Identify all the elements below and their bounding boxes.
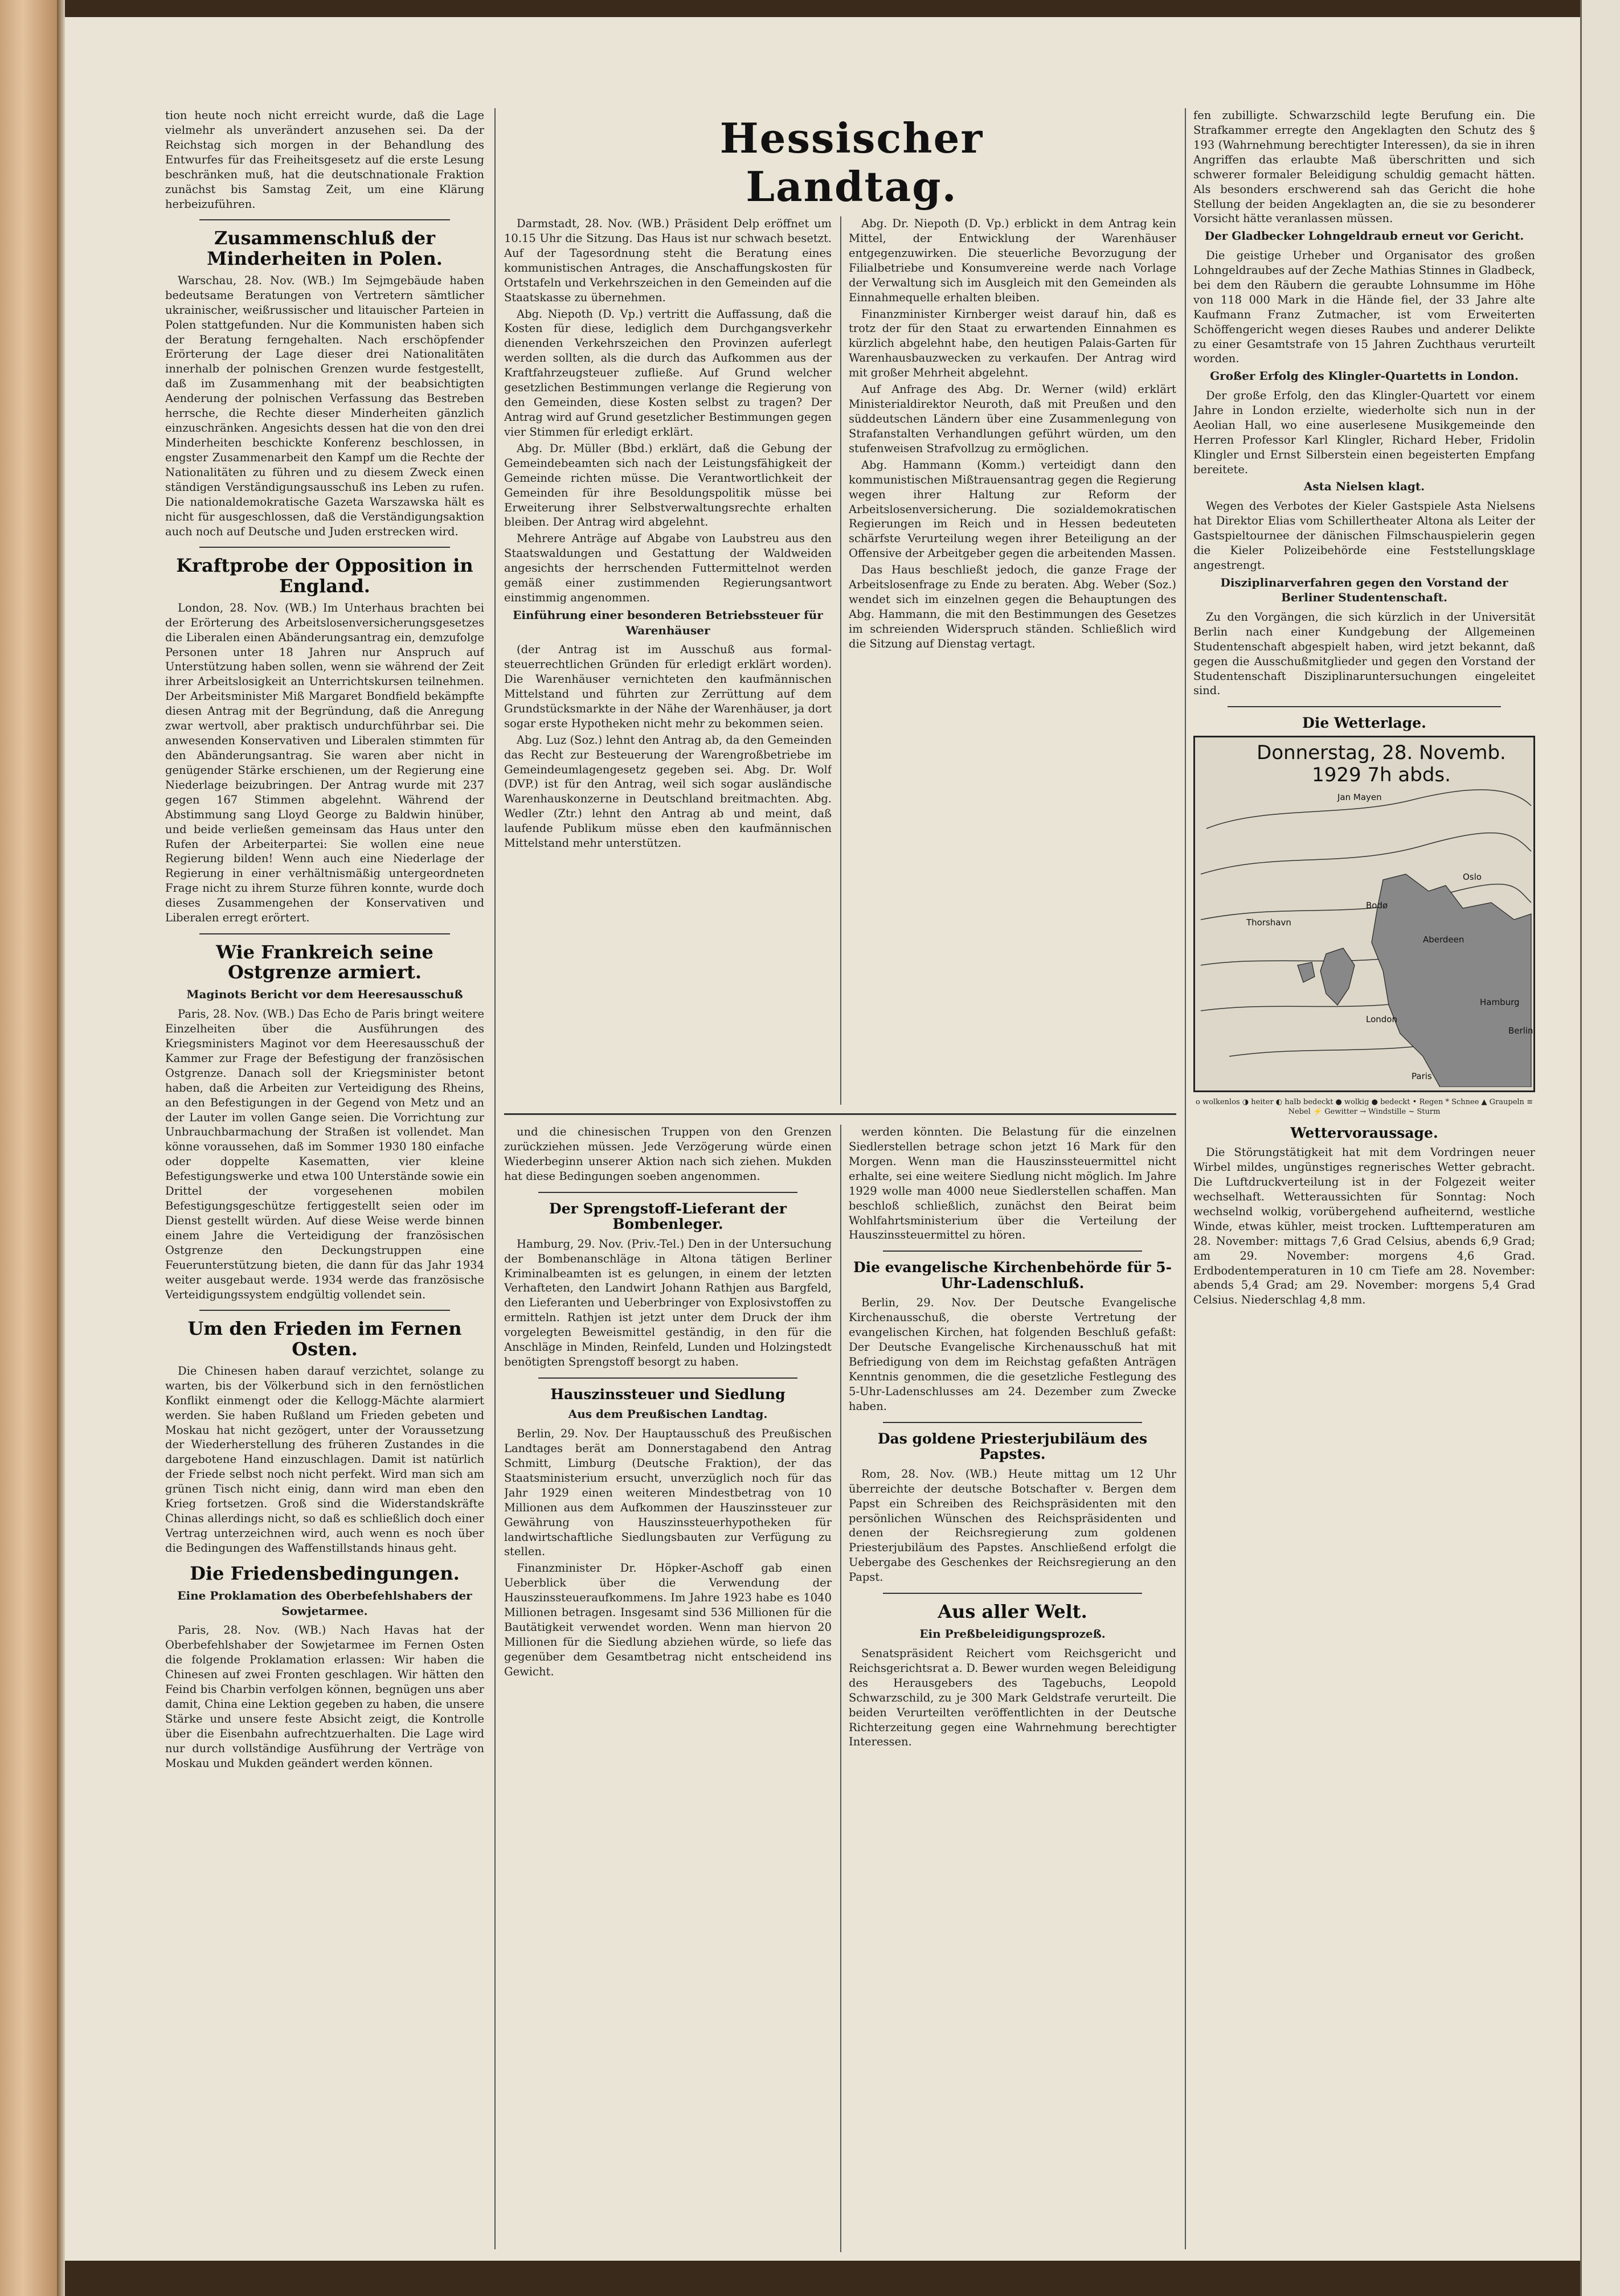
section-divider [504, 1113, 1176, 1115]
column-3-upper [849, 216, 1176, 1105]
article-paragraph: Hamburg, 29. Nov. (Priv.-Tel.) Den in der Untersuchung der Bombenanschläge in Altona tätigen Berliner Kriminalbeamten ist es gelungen, in einem der letzten Verhafteten, den Landwirt Johann Rathjen aus Bargfeld, den Lieferanten und Ueberbringer von Explosivstoffen zu ermitteln. Rathjen ist jetzt unter dem Druck der ihm vorgelegten Beweismittel geständig, in den für die Anschläge in Minden, Reinfeld, Lunden und Holzingstedt benötigten Sprengstoff besorgt zu haben. [504, 1237, 832, 1369]
article-paragraph: fen zubilligte. Schwarzschild legte Berufung ein. Die Strafkammer erregte den Angeklagten den Schutz des § 193 (Wahrnehmung berechtigter Interessen), da sie in ihren Angriffen das erlaubte Maß überschritten und sich schwerer formaler Beleidigung schuldig gemacht hätten. Als besonders erschwerend sah das Gericht die hohe Stellung der beiden Angeklagten an, die sie zu besonderer Vorsicht hätte veranlassen müssen. [1193, 109, 1535, 226]
column-rule [494, 108, 496, 2249]
article-paragraph: Abg. Dr. Niepoth (D. Vp.) erblickt in dem Antrag kein Mittel, der Entwicklung der Warenhäuser entgegenzuwirken. Die steuerliche Bevorzugung der Filialbetriebe und Konsumvereine werde nach Vorlage der Verwaltung sich im Ausgleich mit den Gemeinden als Einnahmequelle erhalten bleiben. [849, 217, 1176, 304]
column-rule [840, 1125, 841, 2252]
subheadline: Asta Nielsen klagt. [1303, 479, 1425, 494]
column-2-lower [504, 1125, 832, 2252]
headline-pope: Das goldene Priesterjubiläum des Papstes. [877, 1430, 1148, 1463]
article-paragraph: Das Haus beschließt jedoch, die ganze Frage der Arbeitslosenfrage zu Ende zu beraten. Abg. Weber (Soz.) wendet sich im einzelnen gegen die Behauptungen des Abg. Hammann, die mit den Bestimmungen des Gesetzes im schreienden Widerspruch ständen. Schließlich wird die Sitzung auf Dienstag vertagt. [849, 563, 1176, 650]
map-place-label: Paris [1412, 1071, 1432, 1081]
subheadline: Disziplinarverfahren gegen den Vorstand der Berliner Studentenschaft. [1220, 575, 1508, 605]
subheadline: Ein Preßbeleidigungsprozeß. [919, 1627, 1106, 1641]
article-paragraph: Paris, 28. Nov. (WB.) Das Echo de Paris bringt weitere Einzelheiten über die Ausführungen des Kriegsministers Maginot vor dem Heeresausschuß der Kammer zur Frage der Befestigung der französischen Ostgrenze. Danach soll der Kriegsminister betont haben, daß die Arbeiten zur Verteidigung des Rheins, an den Befestigungen in der Gegend von Metz und an der Lauter im vollen Gange seien. Die Vorrichtung zur Unbrauchbarmachung der Straßen ist vollendet. Man könne voraussehen, daß im Sommer 1930 180 einfache oder doppelte Kasematten, vier kleine Befestigungswerke und etwa 100 Unterstände sowie ein Drittel der vorgesehenen mobilen Befestigungsgeschütze fertiggestellt seien oder im Dienst gestellt würden. Auf diese Weise werde binnen einem Jahre die Verteidigung der französischen Ostgrenze den Deckungstruppen eine Feuerunterstützung bieten, die dann für das Jahr 1934 weiter ausgebaut werde. 1934 werde das französische Verteidigungssystem endgültig vollendet sein. [165, 1007, 484, 1301]
article-paragraph: werden könnten. Die Belastung für die einzelnen Siedlerstellen betrage schon jetzt 16 Mark für den Morgen. Wenn man die Hauszinssteuermittel nicht erhalte, sei eine weitere Siedlung nicht möglich. Im Jahre 1929 wolle man 4000 neue Siedlerstellen schaffen. Man beschloß schließlich, zunächst den Beirat beim Wohlfahrtsministerium über die Verteilung der Hauszinssteuermittel zu hören. [849, 1125, 1176, 1242]
column-rule [840, 216, 841, 1105]
divider [199, 547, 450, 548]
article-paragraph: (der Antrag ist im Ausschuß aus formal-steuerrechtlichen Gründen für erledigt erklärt worden). Die Warenhäuser vernichteten den kaufmännischen Mittelstand und führten zur Zerrüttung auf dem Grundstücksmarkte in der Nähe der Warenhäuser, ja dort sogar erste Hypotheken nicht mehr zu bekommen seien. [504, 643, 832, 730]
weather-legend: o wolkenlos ◑ heiter ◐ halb bedeckt ● wolkig ● bedeckt • Regen * Schnee ▲ Graupeln ≡ Nebel ⚡ Gewitter → Windstille ~ Sturm [1196, 1097, 1533, 1116]
article-paragraph: London, 28. Nov. (WB.) Im Unterhaus brachten bei der Erörterung des Arbeitslosenversicherungsgesetzes die Liberalen einen Abänderungsantrag ein, demzufolge Personen unter 18 Jahren nur Anspruch auf Unterstützung haben sollen, wenn sie während der Zeit ihrer Arbeitslosigkeit an Unterrichtskursen teilnehmen. Der Arbeitsminister Miß Margaret Bondfield bekämpfte diesen Antrag mit der Begründung, daß die Anregung zwar wertvoll, aber praktisch undurchführbar sei. Die anwesenden Konservativen und Liberalen stimmten für den Abänderungsantrag. Sie waren aber nicht in genügender Stärke erschienen, um der Regierung eine Niederlage beizubringen. Der Antrag wurde mit 237 gegen 167 Stimmen abgelehnt. Während der Abstimmung sang Lloyd George zu Baldwin hinüber, und beide verließen gemeinsam das Haus unter den Rufen der Arbeiterpartei: Sie wollen eine neue Regierung bilden! Wenn auch eine Niederlage der Regierung in einer verhältnismäßig untergeordneten Frage nicht zu ihrem Sturze führen konnte, wurde doch dieses Zusammengehen der Konservativen und Liberalen erregt erörtert. [165, 601, 484, 925]
map-place-label: Berlin [1508, 1025, 1533, 1036]
article-paragraph: Auf Anfrage des Abg. Dr. Werner (wild) erklärt Ministerialdirektor Neuroth, daß mit Preußen und den süddeutschen Ländern über eine Zusammenlegung von Strafanstalten Verhandlungen geführt würden, um den stufenweisen Strafvollzug zu ermöglichen. [849, 383, 1176, 455]
map-place-label: Jan Mayen [1337, 792, 1382, 802]
book-binding [0, 0, 57, 2296]
headline-england: Kraftprobe der Opposition in England. [176, 555, 473, 597]
column-2-upper [504, 216, 832, 1105]
subheadline: Großer Erfolg des Klingler-Quartetts in London. [1210, 369, 1519, 383]
article-paragraph: Die geistige Urheber und Organisator des großen Lohngeldraubes auf der Zeche Mathias Stinnes in Gladbeck, bei dem den Räubern die geraubte Lohnsumme im Höhe von 118 000 Mark in die Hände fiel, der 33 Jahre alte Kaufmann Franz Zutmacher, ist vom Erweiterten Schöffengericht wegen dieses Raubes und anderer Delikte zu einer Gesamtstrafe von 15 Jahren Zuchthaus verurteilt worden. [1193, 248, 1535, 366]
article-paragraph: Der große Erfolg, den das Klingler-Quartett vor einem Jahre in London erzielte, wiederholte sich nun in der Aeolian Hall, wo eine auserlesene Musikgemeinde den Herren Professor Karl Klingler, Richard Heber, Fridolin Klingler und Ernst Silberstein einen begeisterten Empfang bereitete. [1193, 388, 1535, 476]
headline-far-east: Um den Frieden im Fernen Osten. [187, 1318, 462, 1360]
headline-weather: Die Wetterlage. [1302, 715, 1426, 732]
headline-world: Aus aller Welt. [938, 1601, 1087, 1623]
headline-church: Die evangelische Kirchenbehörde für 5-Uhr-Ladenschluß. [853, 1259, 1172, 1292]
divider [199, 1310, 450, 1311]
article-paragraph: Abg. Niepoth (D. Vp.) vertritt die Auffassung, daß die Kosten für diese, lediglich dem Durchgangsverkehr dienenden Verkehrszeichen den Provinzen auferlegt werden sollten, als die durch das Aufkommen aus der Kraftfahrzeugsteuer zufließe. Auf Grund welcher gesetzlichen Bestimmungen verlange die Regierung von den Gemeinden, diese Kosten selbst zu tragen? Der Antrag wird auf Grund gesetzlicher Bestimmungen gegen vier Stimmen für erledigt erklärt. [504, 307, 832, 438]
article-paragraph: Paris, 28. Nov. (WB.) Nach Havas hat der Oberbefehlshaber der Sowjetarmee im Fernen Osten die folgende Proklamation erlassen: Wir haben die Chinesen auf zwei Fronten geschlagen. Wir hätten den Feind bis Charbin verfolgen können, begnügen uns aber damit, China eine Lektion gegeben zu haben, die unsere Stärke und unsere feste Absicht zeigt, die Kontrolle über die Eisenbahn aufrechtzuerhalten. Die Lage wird nur durch vollständige Ausführung der Verträge von Moskau und Mukden geändert werden können. [165, 1623, 484, 1770]
divider [199, 933, 450, 934]
subheadline: Maginots Bericht vor dem Heeresausschuß [186, 987, 463, 1002]
weather-map-graphic [1195, 737, 1533, 1087]
headline-france: Wie Frankreich seine Ostgrenze armiert. [216, 941, 433, 983]
page-edge [57, 0, 65, 2296]
weather-map [1193, 736, 1535, 1092]
headline-housing-tax: Hauszinssteuer und Siedlung [550, 1385, 786, 1403]
article-paragraph: Die Chinesen haben darauf verzichtet, solange zu warten, bis der Völkerbund sich in den fernöstlichen Konflikt einmengt oder die Kellogg-Mächte alarmiert werden. Sie haben Rußland um Frieden gebeten und Moskau hat nicht gezögert, unter der Voraussetzung der Wiederherstellung des früheren Zustandes in die dargebotene Hand einzuschlagen. Damit ist natürlich der Friede selbst noch nicht perfekt. Wird man sich am grünen Tisch nicht einig, dann wird man eben den Krieg fortsetzen. Groß sind die Widerstandskräfte Chinas allerdings nicht, so daß es schließlich doch einer Vertrag unterzeichnen wird, auch wenn es noch über die Bedingungen des Waffenstillstands hinaus geht. [165, 1364, 484, 1555]
article-paragraph: Zu den Vorgängen, die sich kürzlich in der Universität Berlin nach einer Kundgebung der Allgemeinen Studentenschaft abgespielt haben, wird jetzt bekannt, daß gegen die Ausschußmitglieder und gegen den Vorstand der Studentenschaft Disziplinaruntersuchungen eingeleitet sind. [1193, 610, 1535, 698]
article-paragraph: Berlin, 29. Nov. Der Deutsche Evangelische Kirchenausschuß, die oberste Vertretung der evangelischen Kirchen, hat folgenden Beschluß gefaßt: Der Deutsche Evangelische Kirchenausschuß hat mit Befriedigung von dem im Reichstag gefaßten Anträgen Kenntnis genommen, die die gesetzliche Festlegung des 5-Uhr-Ladenschlusses am 24. Dezember zum Zwecke haben. [849, 1296, 1176, 1413]
subheadline: Einführung einer besonderen Betriebssteuer für Warenhäuser [513, 608, 823, 637]
article-paragraph: und die chinesischen Truppen von den Grenzen zurückziehen müssen. Jede Verzögerung würde einen Wiederbeginn unserer Aktion nach sich ziehen. Mukden hat diese Bedingungen soeben angenommen. [504, 1125, 832, 1183]
map-place-label: Thorshavn [1246, 917, 1291, 928]
divider [538, 1192, 797, 1193]
weather-map-title: Donnerstag, 28. Novemb. 1929 7h abds. [1257, 741, 1506, 786]
column-4 [1193, 108, 1535, 2249]
subheadline: Der Gladbecker Lohngeldraub erneut vor Gericht. [1204, 229, 1524, 243]
headline-peace-terms: Die Friedensbedingungen. [190, 1562, 460, 1584]
article-paragraph: Abg. Luz (Soz.) lehnt den Antrag ab, da den Gemeinden das Recht zur Besteuerung der Warengroßbetriebe im Gemeindeumlagengesetz gegeben sei. Abg. Dr. Wolf (DVP.) ist für den Antrag, weil sich sogar ausländische Warenhauskonzerne in Deutschland breitmachten. Abg. Wedler (Ztr.) lehnt den Antrag ab und meint, daß laufende Publikum müsse eben den kaufmännischen Mittelstand mehr unterstützen. [504, 733, 832, 850]
divider [199, 219, 450, 220]
article-paragraph: Abg. Dr. Müller (Bbd.) erklärt, daß die Gebung der Gemeindebeamten sich nach der Leistungsfähigkeit der Gemeinde richten müsse. Die Verantwortlichkeit der Gemeinden für ihre Besoldungspolitik müsse bei Erweiterung ihrer Selbstverwaltungsrechte erhalten bleiben. Der Antrag wird abgelehnt. [504, 441, 832, 529]
column-rule [1185, 108, 1186, 2249]
article-paragraph: Berlin, 29. Nov. Der Hauptausschuß des Preußischen Landtages berät am Donnerstagabend den Antrag Schmitt, Limburg (Deutsche Fraktion), der das Staatsministerium ersucht, unverzüglich noch für das Jahr 1929 einen weiteren Mindestbetrag von 10 Millionen aus dem Aufkommen der Hauszinssteuer zur Gewährung von Hauszinssteuerhypotheken für landwirtschaftliche Siedlungsbauten zur Verfügung zu stellen. [504, 1427, 832, 1559]
subheadline: Eine Proklamation des Oberbefehlshabers der Sowjetarmee. [177, 1589, 472, 1618]
article-paragraph: Mehrere Anträge auf Abgabe von Laubstreu aus den Staatswaldungen und Gestattung der Waldweiden angesichts der herrschenden Futtermittelnot werden gemäß einer zustimmenden Regierungsantwort einstimmig angenommen. [504, 532, 832, 605]
column-1 [165, 108, 484, 2249]
headline-minorities: Zusammenschluß der Minderheiten in Polen. [207, 227, 443, 269]
map-place-label: Oslo [1463, 871, 1482, 882]
article-paragraph: Senatspräsident Reichert vom Reichsgericht und Reichsgerichtsrat a. D. Bewer wurden wegen Beleidigung des Herausgebers des Tagebuchs, Leopold Schwarzschild, zu je 300 Mark Geldstrafe verurteilt. Die beiden Verurteilten veröffentlichten in der Deutsche Richterzeitung gegen eine Wahrnehmung berechtigter Interessen. [849, 1646, 1176, 1749]
subheadline: Aus dem Preußischen Landtag. [568, 1407, 768, 1421]
article-paragraph: Wegen des Verbotes der Kieler Gastspiele Asta Nielsens hat Direktor Elias vom Schillertheater Altona als Leiter der Gastspieltournee der dänischen Filmschauspielerin gegen die Kieler Polizeibehörde eine Feststellungsklage angestrengt. [1193, 499, 1535, 572]
divider [1228, 706, 1501, 707]
divider [883, 1593, 1142, 1594]
article-paragraph: Finanzminister Dr. Höpker-Aschoff gab einen Ueberblick über die Verwendung der Hauszinssteueraufkommens. Im Jahre 1923 habe es 1040 Millionen betragen. Insgesamt sind 536 Millionen für die Bautätigkeit verwendet worden. Wenn man hiervon 20 Millionen für die Siedlung abziehen würde, so liefe das gegenüber dem Gesamtbetrag nicht entscheidend ins Gewicht. [504, 1561, 832, 1678]
article-paragraph: Rom, 28. Nov. (WB.) Heute mittag um 12 Uhr überreichte der deutsche Botschafter v. Bergen dem Papst ein Schreiben des Reichspräsidenten mit den persönlichen Wünschen des Reichspräsidenten und denen der Reichsregierung zum goldenen Priesterjubiläum des Papstes. Anschließend erfolgt die Uebergabe des Geschenkes der Reichsregierung an den Papst. [849, 1467, 1176, 1584]
masthead-title: Hessischer Landtag. [719, 114, 984, 211]
divider [883, 1422, 1142, 1423]
map-place-label: Aberdeen [1423, 934, 1464, 945]
article-paragraph: Finanzminister Kirnberger weist darauf hin, daß es trotz der für den Staat zu erwartenden Einnahmen es kürzlich abgelehnt habe, den heutigen Palais-Garten für Warenhausbauzwecken zu verkaufen. Der Antrag wird mit großer Mehrheit abgelehnt. [849, 307, 1176, 380]
divider [883, 1250, 1142, 1252]
map-place-label: London [1366, 1014, 1397, 1024]
map-place-label: Bodø [1366, 900, 1388, 911]
article-paragraph: Warschau, 28. Nov. (WB.) Im Sejmgebäude haben bedeutsame Beratungen von Vertretern sämtlicher ukrainischer, weißrussischer und litauischer Parteien in Polen stattgefunden. Nur die Kommunisten haben sich der Beratung ferngehalten. Nach erschöpfender Erörterung der Lage dieser drei Nationalitäten innerhalb der polnischen Grenzen wurde festgestellt, daß im Zusammenhang mit der beabsichtigten Aenderung der polnischen Verfassung das Bestreben herrsche, die Rechte dieser Minderheiten gänzlich einzuschränken. Angesichts dessen hat die von den drei Minderheiten beschickte Konferenz beschlossen, in engster Zusammenarbeit den Kampf um die Rechte der Nationalitäten zu führen und zu diesem Zweck einen ständigen Verständigungsausschuß ins Leben zu rufen. Die nationaldemokratische Gazeta Warszawska hält es nicht für ausgeschlossen, daß die Verständigungsaktion auch noch auf Deutsche und Juden erstrecken wird. [165, 273, 484, 538]
headline-explosives: Der Sprengstoff-Lieferant der Bombenleger. [549, 1200, 787, 1233]
headline-forecast: Wettervoraussage. [1290, 1124, 1438, 1141]
map-place-label: Hamburg [1480, 997, 1520, 1007]
article-paragraph: Abg. Hammann (Komm.) verteidigt dann den kommunistischen Mißtrauensantrag gegen die Regierung wegen ihrer Haltung zur Reform der Arbeitslosenversicherung. Die sozialdemokratischen Regierungen im Reich und in Hessen bedeuteten schärfste Verurteilung wegen ihrer Beteiligung an der Offensive der Arbeitgeber gegen die arbeitenden Massen. [849, 458, 1176, 560]
adjacent-page-strip [1580, 0, 1620, 2296]
article-paragraph: Darmstadt, 28. Nov. (WB.) Präsident Delp eröffnet um 10.15 Uhr die Sitzung. Das Haus ist nur schwach besetzt. Auf der Tagesordnung steht die Beratung eines kommunistischen Antrages, die Anschaffungskosten für Ortstafeln und Verkehrszeichen in den Gemeinden auf die Staatskasse zu übernehmen. [504, 217, 832, 304]
column-3-lower [849, 1125, 1176, 2252]
lead-paragraph: tion heute noch nicht erreicht wurde, daß die Lage vielmehr als unverändert anzusehen sei. Da der Reichstag sich morgen in der Behandlung des Entwurfes für das Freiheitsgesetz auf die erste Lesung beschränken muß, hat die deutschnationale Fraktion zunächst bis Samstag Zeit, um eine Klärung herbeizuführen. [165, 109, 484, 211]
divider [538, 1377, 797, 1379]
article-paragraph: Die Störungstätigkeit hat mit dem Vordringen neuer Wirbel mildes, ungünstiges regnerisches Wetter gebracht. Die Luftdruckverteilung ist in der Folgezeit weiter wechselhaft. Wetteraussichten für Sonntag: Noch wechselnd wolkig, vorübergehend aufheiternd, westliche Winde, etwas kühler, meist trocken. Lufttemperaturen am 28. November: mittags 7,6 Grad Celsius, abends 6,9 Grad; am 29. November: morgens 4,6 Grad. Erdbodentemperaturen in 10 cm Tiefe am 28. November: abends 5,4 Grad; am 29. November: morgens 5,4 Grad Celsius. Niederschlag 4,8 mm. [1193, 1146, 1535, 1307]
